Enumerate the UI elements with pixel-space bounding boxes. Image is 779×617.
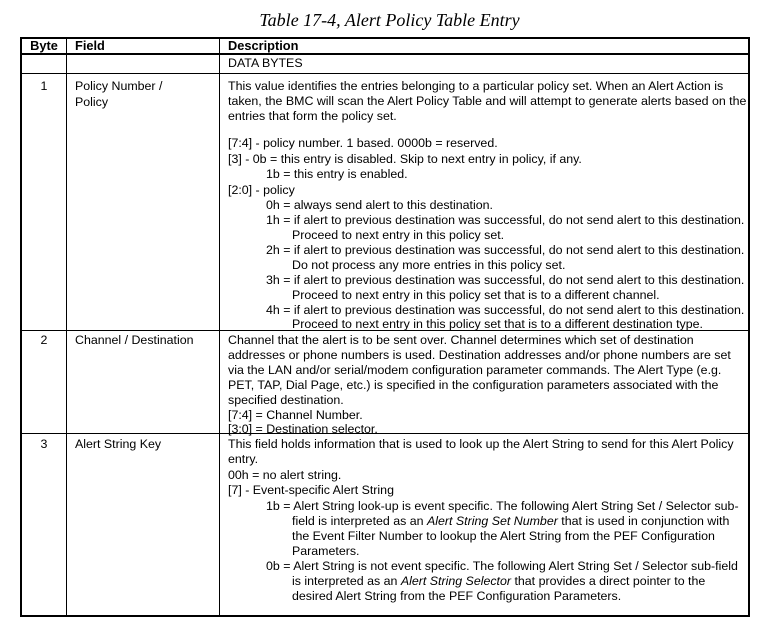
header-field: Field: [75, 38, 105, 53]
row2-bits-3-0: [3:0] = Destination selector.: [228, 422, 378, 436]
row3-0b-line3: desired Alert String from the PEF Configuration Parameters.: [292, 589, 622, 603]
row3-1b-line2-emphasis: Alert String Set Number: [427, 514, 558, 528]
row2-intro-line4: PET, TAP, Dial Page, etc.) is specified in the configuration parameters associated with the: [228, 378, 719, 392]
row3-0b-line2: [292, 574, 705, 589]
row3-0b-line1: 0b = Alert String is not event specific. The following Alert String Set / Selector sub-field: [266, 559, 738, 573]
header-byte: Byte: [30, 38, 58, 53]
row3-no-string: 00h = no alert string.: [228, 468, 342, 482]
row1-policy-1h-a: 1h = if alert to previous destination was successful, do not send alert to this destination.: [266, 213, 745, 227]
row1-intro-line1: This value identifies the entries belonging to a particular policy set. When an Alert Action is: [228, 79, 724, 93]
row3-1b-line2-text-a: field is interpreted as an: [292, 514, 427, 528]
row-divider: [22, 73, 748, 74]
row2-field: Channel / Destination: [75, 333, 194, 347]
row3-byte: 3: [40, 437, 48, 451]
row-divider: [22, 433, 748, 434]
row1-byte: 1: [40, 79, 48, 93]
row1-policy-3h-a: 3h = if alert to previous destination was successful, do not send alert to this destination.: [266, 273, 745, 287]
row1-field-line2: Policy: [75, 95, 109, 109]
row1-intro-line2: taken, the BMC will scan the Alert Policy Table and will attempt to generate alerts based on the: [228, 94, 747, 108]
row2-intro-line2: addresses or phone numbers is used. Destination addresses and/or phone numbers are set: [228, 348, 731, 362]
row3-1b-line4: Parameters.: [292, 544, 360, 558]
row2-bits-7-4: [7:4] = Channel Number.: [228, 408, 363, 422]
row1-policy-3h-b: Proceed to next entry in this policy set that is to a different channel.: [292, 288, 660, 302]
row1-policy-0h: 0h = always send alert to this destination.: [266, 198, 493, 212]
alert-policy-table: [20, 37, 750, 617]
row3-1b-line3: the Event Filter Number to lookup the Alert String from the PEF Configuration: [292, 529, 715, 543]
row1-policy-1h-b: Proceed to next entry in this policy set.: [292, 228, 505, 242]
column-divider: [219, 39, 220, 615]
row3-1b-line2-text-b: that is used in conjunction with: [557, 514, 730, 528]
row3-0b-line2-emphasis: Alert String Selector: [400, 574, 512, 588]
row1-policy-4h-b: Proceed to next entry in this policy set that is to a different destination type.: [292, 317, 703, 331]
row3-0b-line2-text-a: is interpreted as an: [292, 574, 401, 588]
section-label: DATA BYTES: [228, 56, 303, 70]
header-description: Description: [228, 38, 299, 53]
row2-intro-line3: via the LAN and/or serial/modem configuration parameter commands. The Alert Type (e.g.: [228, 363, 722, 377]
row3-1b-line2: [292, 514, 729, 529]
row2-intro-line1: Channel that the alert is to be sent over. Channel determines which set of destination: [228, 333, 694, 347]
row3-field: Alert String Key: [75, 437, 162, 451]
row1-bit3-b: 1b = this entry is enabled.: [266, 167, 408, 181]
row3-1b-line1: 1b = Alert String look-up is event specific. The following Alert String Set / Selector sub-: [266, 499, 739, 513]
row1-policy-4h-a: 4h = if alert to previous destination was successful, do not send alert to this destination.: [266, 303, 745, 317]
row1-intro-line3: entries that form the policy set.: [228, 109, 397, 123]
row2-intro-line5: specified destination.: [228, 393, 344, 407]
row2-byte: 2: [40, 333, 48, 347]
row3-bit7: [7] - Event-specific Alert String: [228, 483, 394, 497]
row1-bits-7-4: [7:4] - policy number. 1 based. 0000b = reserved.: [228, 136, 498, 150]
column-divider: [66, 39, 67, 615]
row3-intro-line2: entry.: [228, 452, 259, 466]
row1-bit3-a: [3] - 0b = this entry is disabled. Skip to next entry in policy, if any.: [228, 152, 582, 166]
row1-policy-2h-b: Do not process any more entries in this policy set.: [292, 258, 566, 272]
row3-intro-line1: This field holds information that is used to look up the Alert String to send for this Alert Policy: [228, 437, 734, 451]
header-divider: [22, 53, 748, 55]
row1-policy-2h-a: 2h = if alert to previous destination was successful, do not send alert to this destination.: [266, 243, 745, 257]
row1-field-line1: Policy Number /: [75, 79, 163, 93]
table-caption: Table 17-4, Alert Policy Table Entry: [259, 10, 520, 30]
row1-bits-2-0: [2:0] - policy: [228, 183, 295, 197]
row3-0b-line2-text-b: that provides a direct pointer to the: [511, 574, 706, 588]
